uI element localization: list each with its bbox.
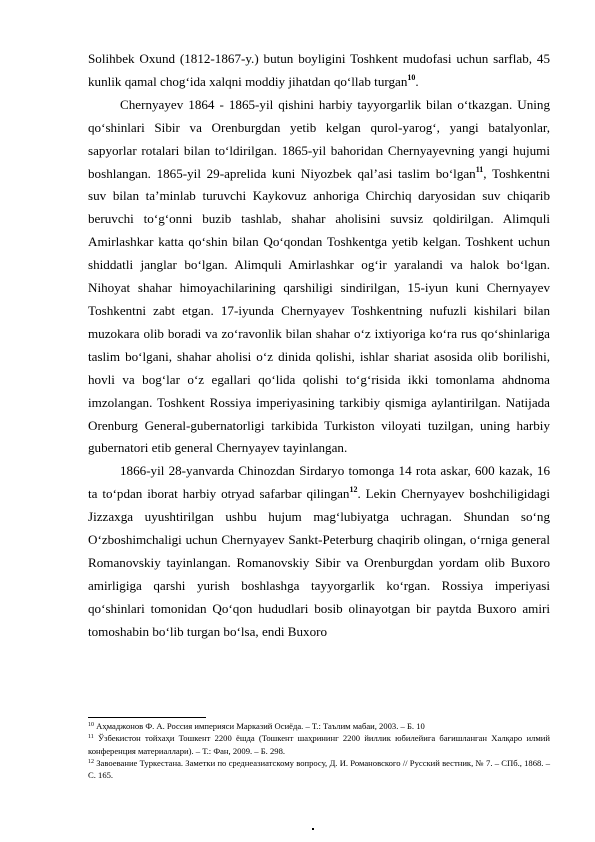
paragraph-1: Solihbek Oxund (1812-1867-y.) butun boyligini Toshkent mudofasi uchun sarflab, 45 kunlik qamal chog‘ida xalqni moddiy jihatdan qo‘llab turgan$^{10}$. (88, 51, 550, 89)
footnote-10: $^{10}$ Аҳмаджонов Ф. А. Россия империяси Марказий Осиёда. – Т.: Таълим мабаи, 2003. – Б. 10 (88, 721, 425, 731)
footnote-11: $^{11}$ Ўзбекистон тойхаҳи Тошкент 2200 ёшда (Тошкент шаҳрининг 2200 йиллик юбилейига бағишланган Халқаро илмий конференция материаллари). – Т.: Фан, 2009. – Б. 298. (88, 733, 550, 756)
footnotes (88, 720, 550, 781)
footnote-ref-10[interactable]: 10 (407, 72, 416, 82)
footnote-ref-12[interactable]: 12 (349, 485, 358, 495)
paragraph-2: Chernyayev 1864 - 1865-yil qishini harbiy tayyorgarlik bilan o‘tkazgan. Uning qo‘shinlari Sibir va Orenburgdan yetib kelgan qurol-yarog‘, yangi batalyonlar, sapyorlar rotalari bilan to‘ldirilgan. 1865-yil bahoridan Chernyayevning yangi hujumi boshlangan. 1865-yil 29-aprelida kuni Niyozbek qal’asi taslim bo‘lgan$^{11}$, Toshkentni suv bilan ta’minlab turuvchi Kaykovuz anhoriga Chirchiq daryosidan suv chiqarib beruvchi to‘g‘onni buzib tashlab, shahar aholisini suvsiz qoldirilgan. Alimquli Amirlashkar katta qo‘shin bilan Qo‘qondan Toshkentga yetib kelgan. Toshkent uchun shiddatli janglar bo‘lgan. Alimquli Amirlashkar og‘ir yaralandi va halok bo‘lgan. Nihoyat shahar himoyachilarining qarshiligi sindirilgan, 15-iyun kuni Chernyayev Toshkentni zabt etgan. 17-iyunda Chernyayev Toshkentning nufuzli kishilari bilan muzokara olib boradi va zo‘ravonlik bilan shahar o‘z ixtiyoriga ko‘ra rus qo‘shinlariga taslim bo‘lgani, shahar aholisi o‘z dinida qolishi, ishlar shariat asosida olib borilishi, hovli va bog‘lar o‘z egallari qo‘lida qolishi to‘g‘risida ikki tomonlama ahdnoma imzolangan. Toshkent Rossiya imperiyasining tarkibiy qismiga aylantirilgan. Natijada Orenburg General-gubernatorligi tarkibida Turkiston viloyati tuzilgan, uning harbiy gubernatori etib general Chernyayev tayinlangan. (88, 96, 550, 456)
page-mark (312, 828, 314, 830)
footnote-separator (88, 717, 206, 718)
footnote-12: $^{12}$ Завоевание Туркестана. Заметки по среднеазиатскому вопросу, Д. И. Романовского // Русский вестник, № 7. – СПб., 1868. – С. 165. (88, 757, 550, 781)
paragraph-3: 1866-yil 28-yanvarda Chinozdan Sirdaryo tomonga 14 rota askar, 600 kazak, 16 ta to‘pdan iborat harbiy otryad safarbar qilingan$^{12}$. Lekin Chernyayev boshchiligidagi Jizzaxga uyushtirilgan ushbu hujum mag‘lubiyatga uchragan. Shundan so‘ng O‘zboshimchaligi uchun Chernyayev Sankt-Peterburg chaqirib olingan, o‘rniga general Romanovskiy tayinlangan. Romanovskiy Sibir va Orenburgdan yordam olib Buxoro amirligiga qarshi yurish boshlashga tayyorgarlik ko‘rgan. Rossiya imperiyasi qo‘shinlari tomonidan Qo‘qon hududlari bosib olinayotgan bir paytda Buxoro amiri tomoshabin bo‘lib turgan bo‘lsa, endi Buxoro (88, 463, 550, 639)
body-text (88, 48, 550, 644)
footnote-ref-11[interactable]: 11 (475, 164, 484, 174)
